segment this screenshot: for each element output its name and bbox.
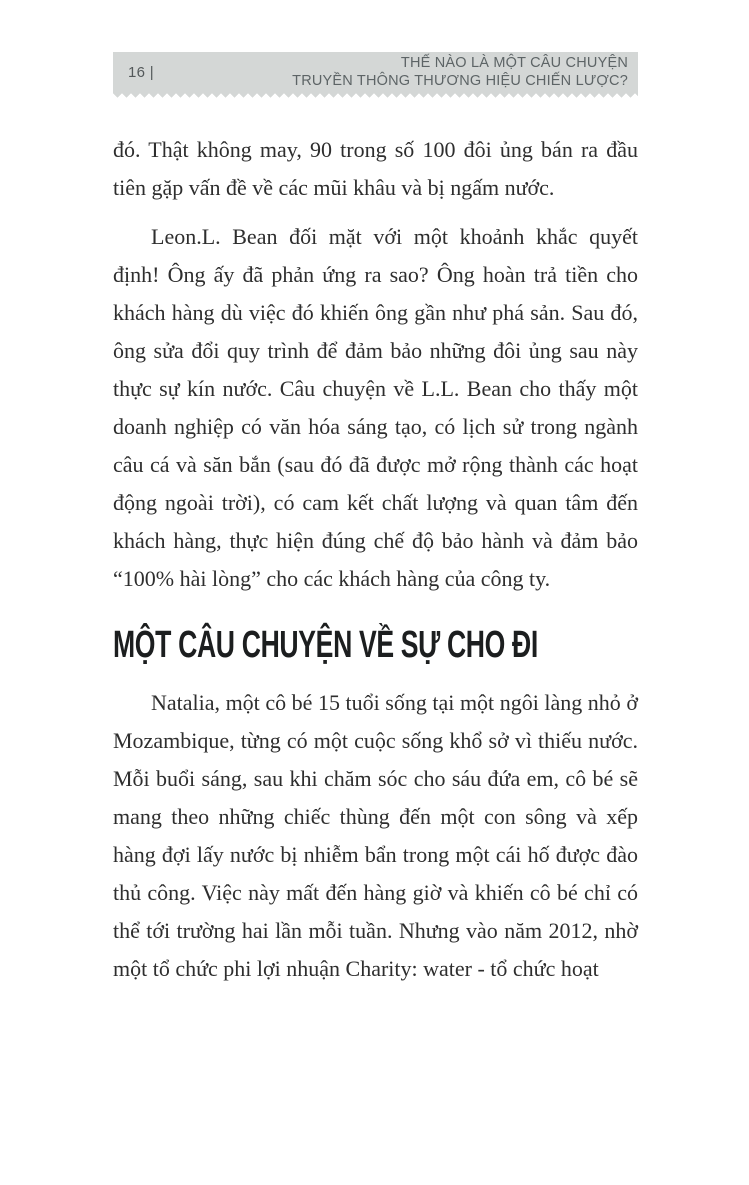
running-title [292, 55, 628, 90]
page-number: 16 | [128, 64, 154, 81]
paragraph-llbean: Leon.L. Bean đối mặt với một khoảnh khắc quyết định! Ông ấy đã phản ứng ra sao? Ông hoàn trả tiền cho khách hàng dù việc đó khiến ông gần như phá sản. Sau đó, ông sửa đổi quy trình để đảm bảo những đôi ủng sau này thực sự kín nước. Câu chuyện về L.L. Bean cho thấy một doanh nghiệp có văn hóa sáng tạo, có lịch sử trong ngành câu cá và săn bắn (sau đó đã được mở rộng thành các hoạt động ngoài trời), có cam kết chất lượng và quan tâm đến khách hàng, thực hiện đúng chế độ bảo hành và đảm bảo “100% hài lòng” cho các khách hàng của công ty. [113, 224, 638, 591]
running-title-line-1: THẾ NÀO LÀ MỘT CÂU CHUYỆN [400, 55, 628, 71]
running-title-line-2: TRUYỀN THÔNG THƯƠNG HIỆU CHIẾN LƯỢC? [292, 72, 628, 89]
paragraph-continuation: đó. Thật không may, 90 trong số 100 đôi ủng bán ra đầu tiên gặp vấn đề về các mũi khâu và bị ngấm nước. [113, 137, 638, 200]
section-heading-text: MỘT CÂU CHUYỆN VỀ SỰ CHO ĐI [113, 624, 538, 666]
header-bar [113, 52, 638, 93]
section-heading [113, 624, 638, 668]
page-header [113, 52, 638, 98]
paragraph-natalia: Natalia, một cô bé 15 tuổi sống tại một ngôi làng nhỏ ở Mozambique, từng có một cuộc sống khổ sở vì thiếu nước. Mỗi buổi sáng, sau khi chăm sóc cho sáu đứa em, cô bé sẽ mang theo những chiếc thùng đến một con sông và xếp hàng đợi lấy nước bị nhiễm bẩn trong một cái hố được đào thủ công. Việc này mất đến hàng giờ và khiến cô bé chỉ có thể tới trường hai lần mỗi tuần. Nhưng vào năm 2012, nhờ một tổ chức phi lợi nhuận Charity: water - tổ chức hoạt [113, 689, 638, 981]
torn-edge-decoration [113, 93, 638, 98]
page-content [113, 131, 638, 999]
